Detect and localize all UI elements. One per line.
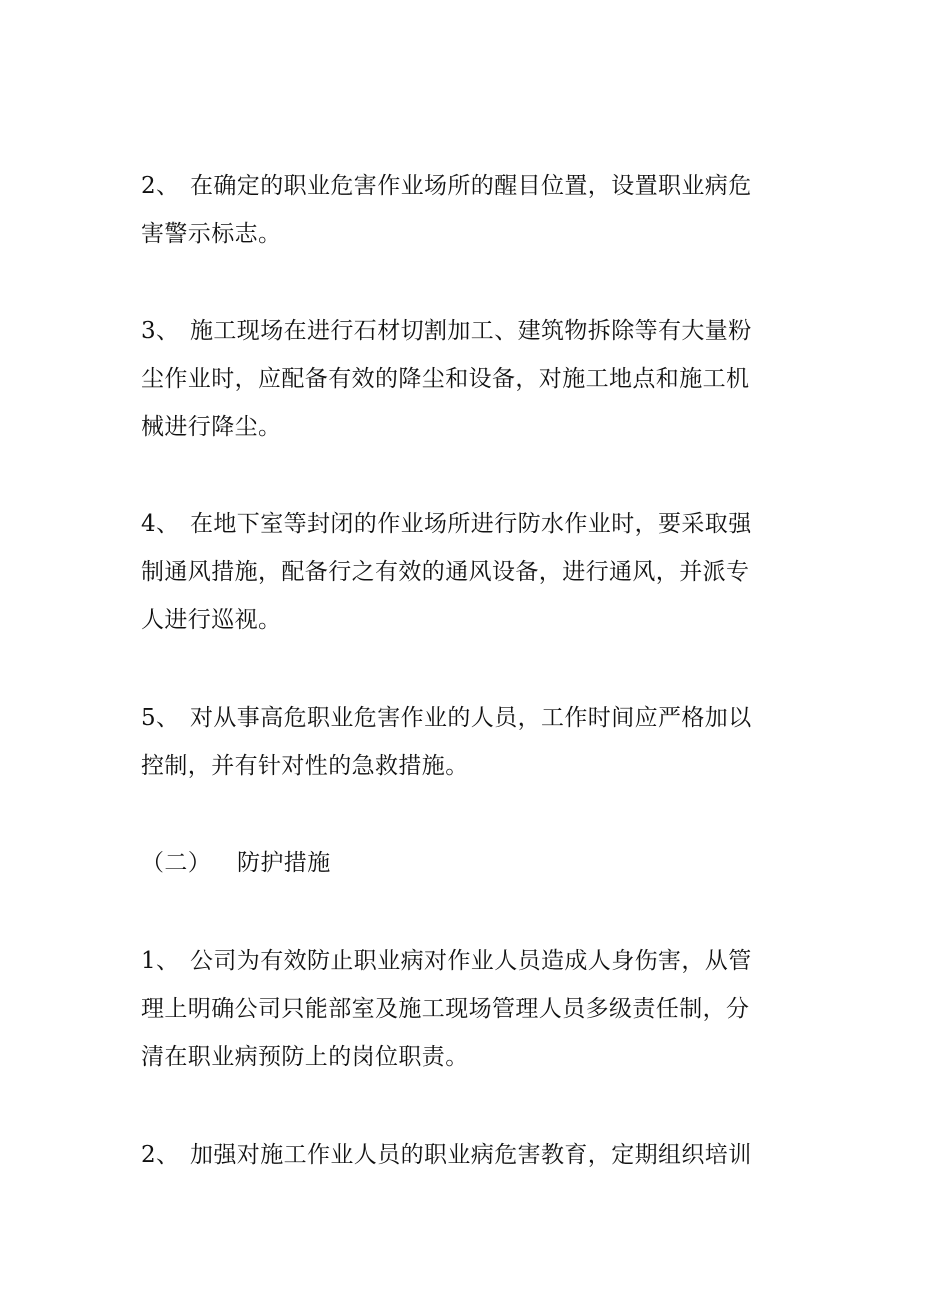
section-title: 防护措施 (237, 850, 331, 876)
list-item-line: 1、 公司为有效防止职业病对作业人员造成人身伤害，从管 (141, 937, 791, 985)
list-item-line: 3、 施工现场在进行石材切割加工、建筑物拆除等有大量粉 (141, 307, 791, 355)
list-item-line: 4、 在地下室等封闭的作业场所进行防水作业时，要采取强 (141, 500, 791, 548)
section-list-item-2 (141, 1131, 791, 1179)
list-item-line: 人进行巡视。 (141, 607, 282, 633)
section-number: （二） (141, 850, 212, 876)
list-item-line: 制通风措施，配备行之有效的通风设备，进行通风，并派专 (141, 559, 750, 585)
item-number: 2、 (141, 173, 180, 199)
section-heading (141, 839, 331, 887)
list-item-line: 清在职业病预防上的岗位职责。 (141, 1044, 469, 1070)
item-number: 4、 (141, 511, 180, 537)
item-number: 2、 (141, 1142, 180, 1168)
list-item-5 (141, 694, 791, 790)
list-item-line: 害警示标志。 (141, 221, 282, 247)
list-item-line: 理上明确公司只能部室及施工现场管理人员多级责任制，分 (141, 996, 750, 1022)
list-item-line: 械进行降尘。 (141, 414, 282, 440)
list-item-2 (141, 162, 791, 258)
list-item-line: 5、 对从事高危职业危害作业的人员，工作时间应严格加以 (141, 694, 791, 742)
list-item-3 (141, 307, 791, 451)
list-item-line: 尘作业时，应配备有效的降尘和设备，对施工地点和施工机 (141, 366, 750, 392)
item-number: 1、 (141, 948, 180, 974)
section-list-item-1 (141, 937, 791, 1081)
list-item-line: 2、 在确定的职业危害作业场所的醒目位置，设置职业病危 (141, 162, 791, 210)
list-item-4 (141, 500, 791, 644)
list-item-line: 2、 加强对施工作业人员的职业病危害教育，定期组织培训 (141, 1131, 791, 1179)
item-number: 3、 (141, 318, 180, 344)
list-item-line: 控制，并有针对性的急救措施。 (141, 753, 469, 779)
item-number: 5、 (141, 705, 180, 731)
